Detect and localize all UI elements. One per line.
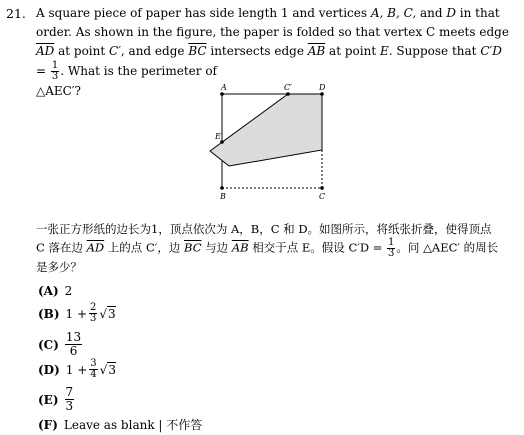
label-cprime: C′	[284, 83, 292, 92]
question-text-part: , and edge	[120, 44, 189, 58]
vertex-b-dot	[220, 186, 224, 190]
question-text-part: . What is the perimeter of	[60, 64, 217, 78]
square-root	[99, 307, 115, 321]
choice-d[interactable]	[38, 359, 116, 380]
chinese-line: 。问 △AEC′ 的周长	[396, 240, 499, 255]
choice-c[interactable]	[38, 331, 82, 358]
segment-bc: $\overline{BC}$	[188, 44, 207, 58]
label-a: A	[221, 83, 227, 92]
chinese-line: 上的点 C′，边	[104, 240, 185, 255]
label-b: B	[220, 192, 226, 201]
choice-label: (A)	[38, 284, 59, 298]
choice-label: (C)	[38, 337, 59, 352]
fraction-numerator: 1	[51, 60, 59, 71]
chinese-line: C 落在边	[36, 240, 87, 255]
choice-value: Leave as blank | 不作答	[63, 418, 203, 432]
question-text-part: in that order. As shown in the figure, the paper is folded so that vertex C meets edge	[36, 6, 509, 39]
fraction-one-third	[387, 238, 395, 259]
vertex-a-dot	[220, 92, 224, 96]
segment-ab: $\overline{AB}$	[231, 240, 249, 255]
choice-value: 1 +	[65, 306, 88, 321]
question-text-part: and	[416, 6, 447, 20]
square-root	[100, 363, 116, 377]
chinese-line: 是多少？	[36, 260, 82, 274]
fraction-denominator: 4	[90, 369, 97, 380]
fraction	[65, 331, 82, 358]
choice-a[interactable]	[38, 284, 72, 298]
fraction-numerator: 3	[90, 358, 97, 369]
equation-lhs: C′D =	[36, 44, 502, 78]
radical-sign: √	[99, 362, 108, 377]
chinese-line: 与边	[201, 240, 232, 255]
fraction-one-third	[51, 61, 59, 82]
choice-value: 2	[64, 284, 73, 298]
vertices-label: A, B, C,	[370, 6, 417, 20]
radicand: 3	[108, 306, 116, 321]
choice-label: (D)	[38, 362, 60, 377]
fraction	[89, 303, 97, 324]
choice-value: 1 +	[65, 362, 88, 377]
choice-e[interactable]	[38, 386, 74, 413]
question-text-part: at point	[325, 44, 380, 58]
point-cprime: C′	[109, 44, 121, 58]
chinese-translation	[36, 221, 514, 276]
radical-sign: √	[99, 306, 108, 321]
label-d: D	[319, 83, 326, 92]
choice-label: (B)	[38, 306, 60, 321]
chinese-line: 一张正方形纸的边长为1，顶点依次为 A，B，C 和 D。如图所示，将纸张折叠，使得顶点	[36, 222, 492, 236]
fraction-numerator: 13	[65, 330, 82, 344]
question-text-part: intersects edge	[206, 44, 308, 58]
triangle-aecprime: △AEC′?	[36, 84, 81, 98]
fraction	[65, 386, 75, 413]
question-number: 21.	[6, 6, 26, 21]
radicand: 3	[108, 362, 116, 377]
vertex-cprime-dot	[286, 92, 290, 96]
chinese-line: 相交于点 E。假设 C′D =	[248, 240, 387, 255]
fraction-denominator: 3	[51, 71, 59, 82]
vertex-d-label: D	[446, 6, 456, 20]
choice-label: (E)	[38, 392, 59, 407]
fraction	[89, 359, 97, 380]
segment-bc: $\overline{BC}$	[184, 240, 202, 255]
question-text-part: A square piece of paper has side length 1 and vertices	[36, 6, 371, 20]
fraction-denominator: 3	[65, 399, 74, 413]
folded-flap	[210, 94, 322, 166]
vertex-c-dot	[320, 186, 324, 190]
segment-ab: $\overline{AB}$	[307, 44, 326, 58]
segment-ad: $\overline{AD}$	[36, 44, 55, 58]
vertex-d-dot	[320, 92, 324, 96]
fraction-numerator: 2	[90, 302, 97, 313]
fraction-denominator: 3	[90, 313, 97, 324]
question-text-part: . Suppose that	[388, 44, 481, 58]
choice-f[interactable]	[38, 416, 202, 433]
folded-square-figure	[198, 80, 338, 204]
question-text-part: at point	[54, 44, 110, 58]
fraction-numerator: 1	[388, 237, 395, 248]
fraction-denominator: 3	[388, 248, 395, 259]
fraction-numerator: 7	[65, 385, 74, 399]
fraction-denominator: 6	[69, 344, 78, 358]
choice-label: (F)	[38, 417, 58, 432]
label-c: C	[319, 192, 326, 201]
label-e: E	[215, 132, 221, 141]
point-e: E	[379, 44, 389, 58]
choice-b[interactable]	[38, 303, 116, 324]
segment-ad: $\overline{AD}$	[86, 240, 105, 255]
